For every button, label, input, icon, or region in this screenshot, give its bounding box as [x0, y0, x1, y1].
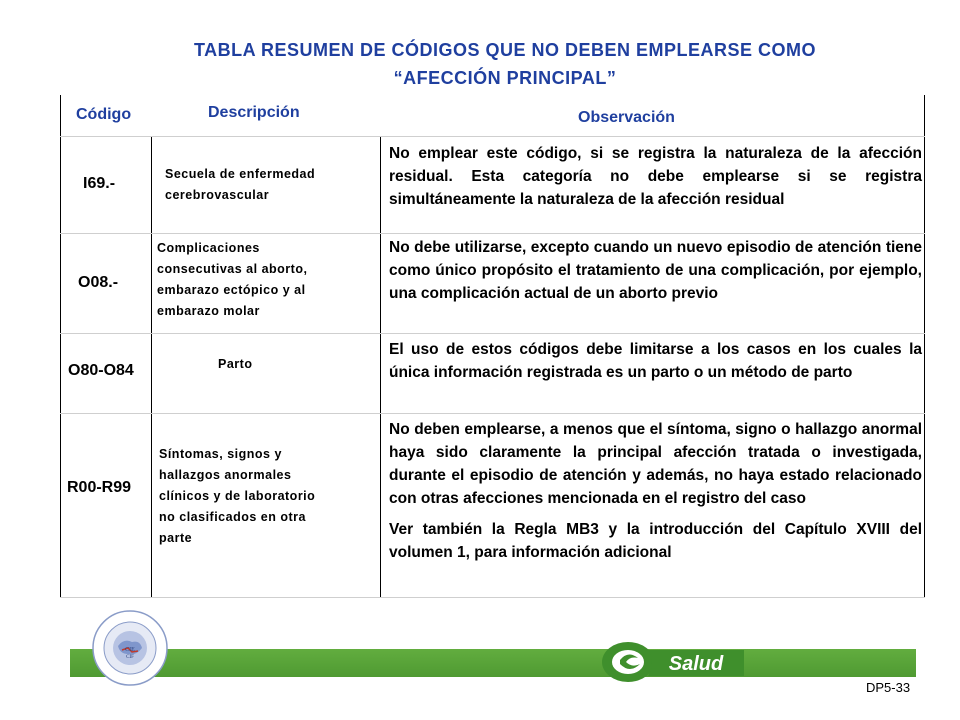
description-line: clínicos y de laboratorio — [159, 489, 316, 503]
row-divider — [60, 333, 925, 334]
header-code: Código — [76, 106, 132, 123]
observation-text: No debe utilizarse, excepto cuando un nuevo episodio de atención tiene como único propósito el tratamiento de una complicación, por ejemplo, una complicación actual de un aborto previo — [389, 239, 922, 302]
footer-bar — [70, 649, 916, 677]
description-line: consecutivas al aborto, — [157, 262, 308, 276]
row-description-o80-o84 — [218, 354, 298, 375]
row-code-r00-r99: R00-R99 — [67, 479, 132, 496]
description-line: Secuela de enfermedad — [165, 167, 316, 181]
row-description-o08 — [157, 238, 357, 322]
description-line: no clasificados en otra — [159, 510, 306, 524]
page-title — [100, 36, 910, 92]
table-divider-description — [380, 136, 381, 598]
observation-text: El uso de estos códigos debe limitarse a los casos en los cuales la única información registrada es un parto o un método de parto — [389, 341, 922, 381]
salud-logo — [598, 634, 746, 690]
description-line: parte — [159, 531, 193, 545]
row-description-r00-r99 — [159, 444, 361, 549]
row-observation-r00-r99 — [389, 418, 922, 564]
description-line: Síntomas, signos y — [159, 447, 282, 461]
description-line: cerebrovascular — [165, 188, 270, 202]
slide-number: DP5-33 — [866, 680, 911, 695]
svg-text:CIF: CIF — [126, 655, 134, 660]
description-line: embarazo molar — [157, 304, 260, 318]
observation-extra-text: Ver también la Regla MB3 y la introducción del Capítulo XVIII del volumen 1, para información adicional — [389, 521, 922, 561]
description-line: Complicaciones — [157, 241, 260, 255]
row-divider — [60, 233, 925, 234]
row-observation-o08 — [389, 236, 922, 305]
cemece-seal-logo — [92, 610, 168, 686]
observation-text: No deben emplearse, a menos que el síntoma, signo o hallazgo anormal haya sido claramente la principal afección tratada o investigada, durante el episodio de atención y además, no haya estado relacionado con otras afecciones mencionada en el registro del caso — [389, 421, 922, 507]
row-code-i69: I69.- — [83, 175, 116, 192]
table-divider-code — [151, 136, 152, 598]
row-code-o80-o84: O80-O84 — [68, 362, 134, 379]
salud-logo-text: Salud — [668, 653, 724, 675]
row-observation-o80-o84 — [389, 338, 922, 384]
table-border-right — [924, 95, 925, 598]
description-line: Parto — [218, 357, 253, 371]
header-observation: Observación — [578, 109, 675, 126]
row-divider — [60, 136, 925, 137]
row-divider — [60, 597, 925, 598]
table-border-left — [60, 95, 61, 598]
row-observation-i69 — [389, 142, 922, 211]
row-divider — [60, 413, 925, 414]
description-line: embarazo ectópico y al — [157, 283, 306, 297]
observation-text: No emplear este código, si se registra la naturaleza de la afección residual. Esta categoría no debe emplearse si se registra simultáneamente la naturaleza de la afección residual — [389, 145, 922, 208]
title-line-2: “AFECCIÓN PRINCIPAL” — [393, 68, 617, 88]
row-code-o08: O08.- — [78, 274, 119, 291]
title-line-1: TABLA RESUMEN DE CÓDIGOS QUE NO DEBEN EMPLEARSE COMO — [193, 40, 817, 60]
svg-text:CIE: CIE — [125, 647, 135, 653]
row-description-i69 — [165, 164, 370, 206]
description-line: hallazgos anormales — [159, 468, 292, 482]
header-description: Descripción — [208, 104, 300, 121]
